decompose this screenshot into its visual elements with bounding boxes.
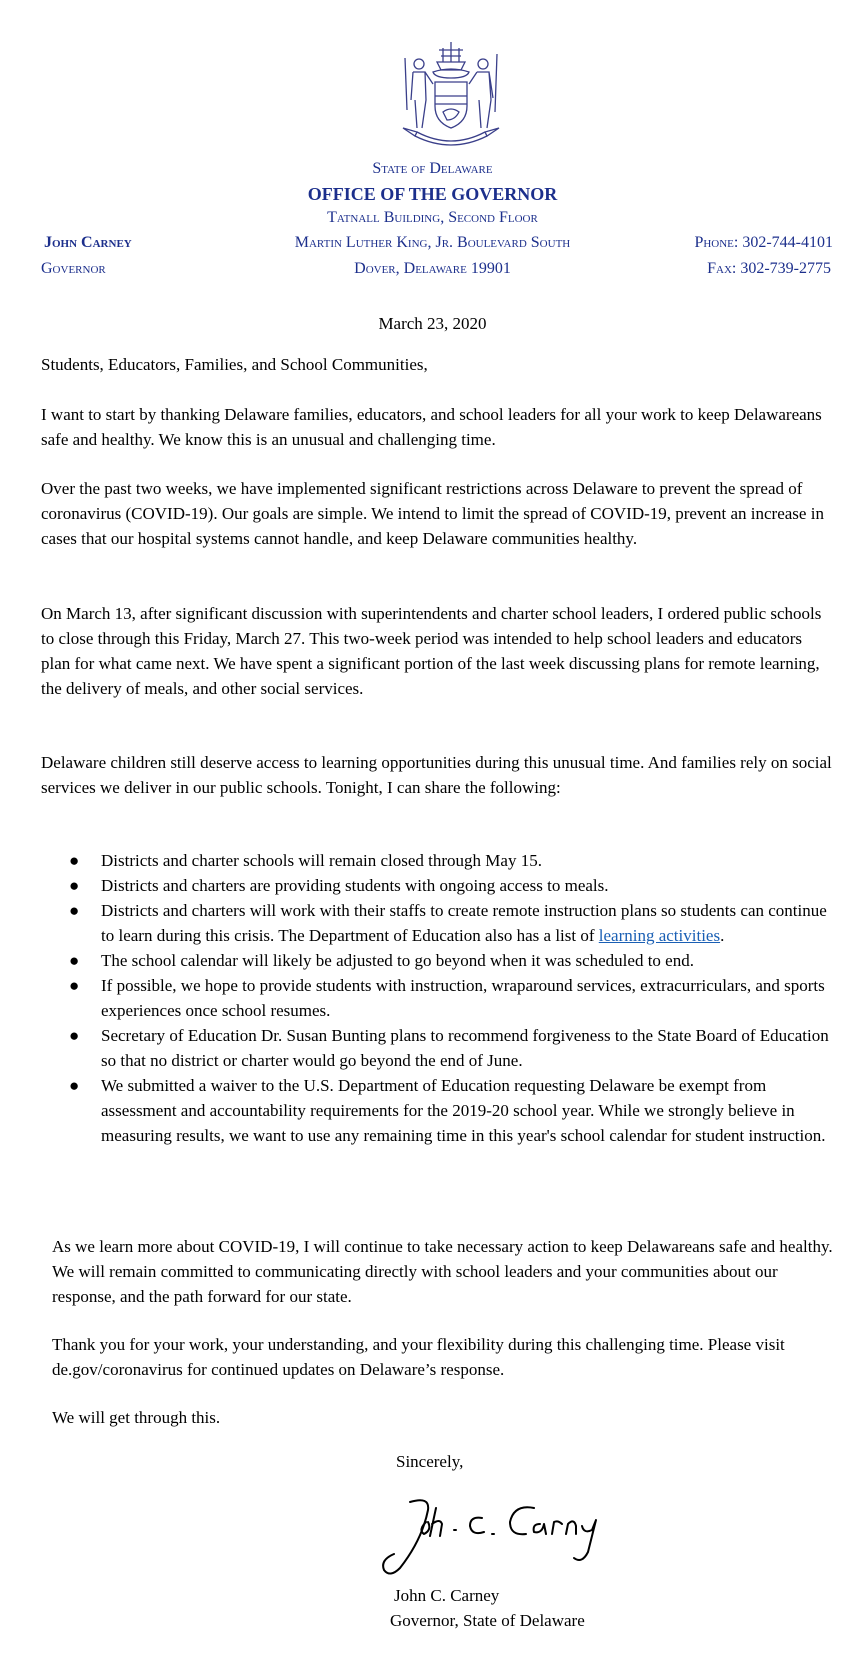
learning-activities-link[interactable]: learning activities	[598, 926, 721, 945]
paragraph-2: Over the past two weeks, we have implemented significant restrictions across Delaware to prevent the spread of coronavirus (COVID-19). Our goals are simple. We intend to limit the spread of COVID-19, prevent an increase in cases that our hospital systems cannot handle, and keep Delaware communities healthy.	[41, 479, 824, 548]
salutation: Students, Educators, Families, and School Communities,	[41, 355, 428, 374]
signatory-title: Governor, State of Delaware	[390, 1611, 585, 1630]
closing: Sincerely,	[396, 1452, 464, 1471]
list-item: ● We submitted a waiver to the U.S. Department of Education requesting Delaware be exempt from assessment and accountability requirements for the 2019-20 school year. While we strongly believe in measuring results, we want to use any remaining time in this year's school calendar for student instruction.	[69, 1076, 826, 1145]
letterhead-address-line3: Dover, Delaware 19901	[354, 260, 511, 277]
list-item: ● The school calendar will likely be adjusted to go beyond when it was scheduled to end.	[69, 951, 694, 970]
letterhead-address-line1: Tatnall Building, Second Floor	[327, 209, 538, 226]
letterhead-office: OFFICE OF THE GOVERNOR	[307, 184, 558, 204]
governor-title: Governor	[41, 260, 106, 277]
list-item: ● Districts and charters are providing students with ongoing access to meals.	[69, 876, 609, 895]
paragraph-4: Delaware children still deserve access to learning opportunities during this unusual time. And families rely on social services we deliver in our public schools. Tonight, I can share the following:	[41, 753, 832, 797]
letterhead-address-line2: Martin Luther King, Jr. Boulevard South	[294, 234, 571, 251]
handwritten-signature	[370, 1490, 620, 1580]
state-seal-logo	[393, 40, 509, 160]
paragraph-7: We will get through this.	[52, 1408, 221, 1427]
paragraph-3: On March 13, after significant discussion with superintendents and charter school leaders, I ordered public schools to close through this Friday, March 27. This two-week period was intended to help school leaders and educators plan for what came next. We have spent a significant portion of the last week discussing plans for remote learning, the delivery of meals, and other social services.	[41, 604, 822, 698]
paragraph-1: I want to start by thanking Delaware families, educators, and school leaders for all your work to keep Delawareans safe and healthy. We know this is an unusual and challenging time.	[41, 405, 822, 449]
fax-number: Fax: 302-739-2775	[707, 260, 831, 277]
paragraph-5: As we learn more about COVID-19, I will continue to take necessary action to keep Delawareans safe and healthy. We will remain committed to communicating directly with school leaders and your communities about our response, and the path forward for our state.	[52, 1237, 833, 1306]
list-item: ● Secretary of Education Dr. Susan Bunting plans to recommend forgiveness to the State Board of Education so that no district or charter would go beyond the end of June.	[69, 1026, 829, 1070]
letter-date: March 23, 2020	[378, 314, 487, 333]
list-item: ● Districts and charters will work with their staffs to create remote instruction plans so students can continue to learn during this crisis. The Department of Education also has a list of learning activities.	[69, 901, 827, 945]
list-item: ● Districts and charter schools will remain closed through May 15.	[69, 851, 542, 870]
letterhead-state: State of Delaware	[372, 160, 493, 177]
governor-name: John Carney	[44, 234, 132, 251]
list-item: ● If possible, we hope to provide students with instruction, wraparound services, extracurriculars, and sports experiences once school resumes.	[69, 976, 825, 1020]
announcement-list	[41, 848, 833, 1148]
phone-number: Phone: 302-744-4101	[694, 234, 833, 251]
paragraph-6: Thank you for your work, your understanding, and your flexibility during this challenging time. Please visit de.gov/coronavirus for continued updates on Delaware’s response.	[52, 1335, 785, 1379]
signatory-name: John C. Carney	[394, 1586, 500, 1605]
